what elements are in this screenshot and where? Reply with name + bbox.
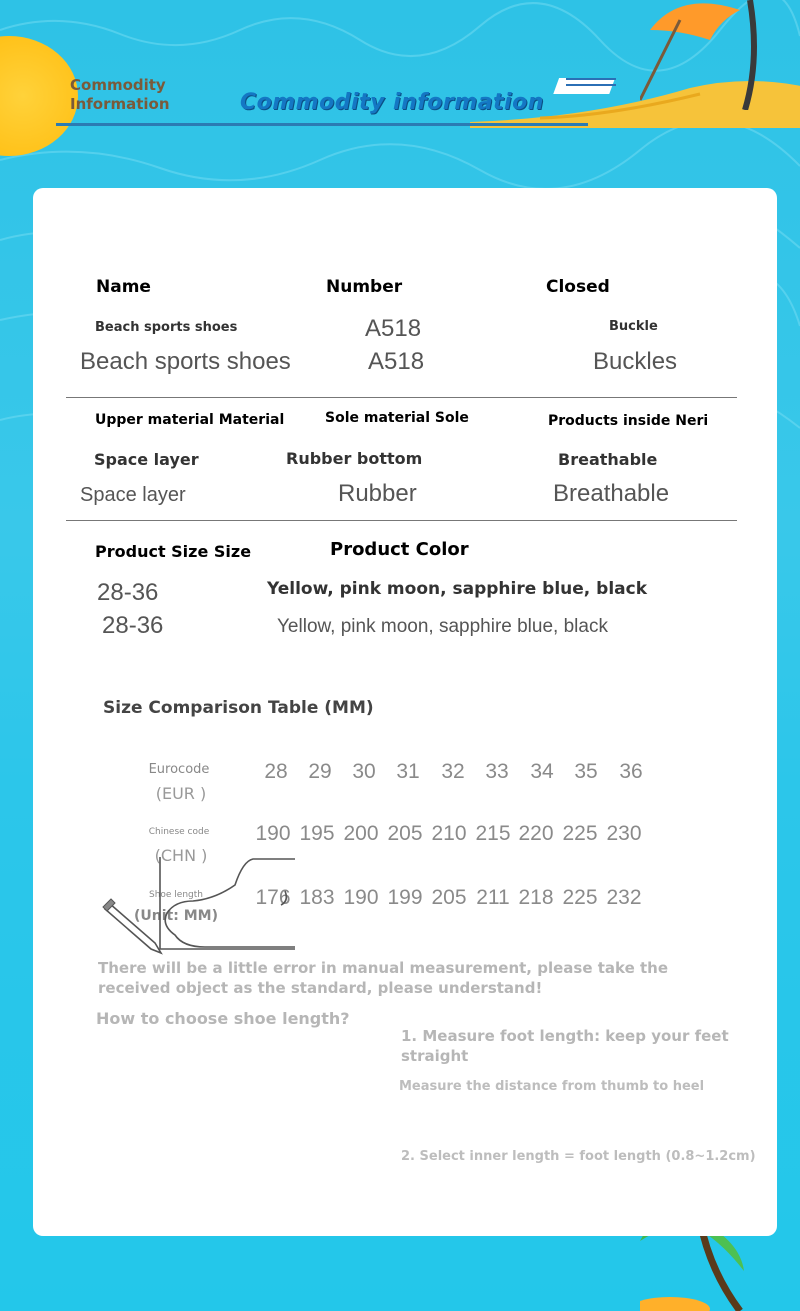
size-cell: 190 bbox=[343, 886, 379, 909]
size-cell: 183 bbox=[299, 886, 335, 909]
how-to-choose-title: How to choose shoe length? bbox=[96, 1009, 350, 1028]
label-upper-material: Upper material Material bbox=[95, 412, 285, 428]
size-table-title: Size Comparison Table (MM) bbox=[103, 698, 374, 718]
size-row-label-length: Shoe length bbox=[148, 890, 203, 900]
label-closed: Closed bbox=[546, 277, 610, 297]
label-name: Name bbox=[96, 277, 151, 297]
value-inside: Breathable bbox=[553, 480, 670, 507]
step1-text: 1. Measure foot length: keep your feet straight bbox=[401, 1027, 729, 1065]
size-cell: 28 bbox=[264, 760, 288, 783]
size-cell: 210 bbox=[431, 822, 467, 845]
value-small-name: Beach sports shoes bbox=[95, 320, 238, 335]
size-cell: 32 bbox=[441, 760, 465, 783]
sun-decoration bbox=[0, 36, 78, 156]
value-small-sole: Rubber bottom bbox=[286, 449, 423, 468]
value-small-upper: Space layer bbox=[94, 450, 199, 469]
size-cell: 35 bbox=[574, 760, 598, 783]
size-row-unit-length: (Unit: MM) bbox=[134, 908, 218, 924]
value-small-inside: Breathable bbox=[558, 450, 658, 469]
foot-measure-illustration bbox=[75, 855, 295, 970]
value-small-number: A518 bbox=[365, 315, 422, 342]
size-cell: 218 bbox=[518, 886, 554, 909]
value-upper: Space layer bbox=[80, 484, 186, 506]
size-cell: 205 bbox=[387, 822, 423, 845]
size-cell: 200 bbox=[343, 822, 379, 845]
size-cell: 195 bbox=[299, 822, 335, 845]
value-name: Beach sports shoes bbox=[80, 348, 291, 375]
size-row-unit-eur: (EUR ) bbox=[155, 784, 207, 803]
size-cell: 199 bbox=[387, 886, 423, 909]
info-card bbox=[33, 188, 777, 1236]
divider-1 bbox=[66, 397, 737, 398]
size-row-unit-chn: (CHN ) bbox=[154, 846, 208, 865]
measurement-error-note: There will be a little error in manual measurement, please take the received object as the standard, please understand! bbox=[98, 959, 669, 997]
size-cell: 230 bbox=[606, 822, 642, 845]
label-sole-material: Sole material Sole bbox=[325, 410, 469, 426]
beach-umbrella-decoration bbox=[640, 0, 760, 110]
size-cell: 34 bbox=[530, 760, 554, 783]
size-cell: 31 bbox=[396, 760, 420, 783]
size-cell: 215 bbox=[475, 822, 511, 845]
step2-text: 2. Select inner length = foot length (0.8~1.2cm) bbox=[401, 1149, 756, 1164]
size-row-label-chn: Chinese code bbox=[148, 827, 210, 837]
value-closed: Buckles bbox=[593, 348, 678, 375]
size-cell: 211 bbox=[476, 886, 510, 909]
value-small-size: 28-36 bbox=[97, 579, 159, 606]
label-product-size: Product Size Size bbox=[95, 542, 252, 561]
size-cell: 205 bbox=[431, 886, 467, 909]
size-cell: 30 bbox=[352, 760, 376, 783]
size-row-label-eur: Eurocode bbox=[148, 762, 210, 777]
size-cell: 29 bbox=[308, 760, 332, 783]
header-big-title: Commodity information bbox=[240, 90, 544, 115]
step1-detail: Measure the distance from thumb to heel bbox=[399, 1079, 705, 1094]
size-cell: 36 bbox=[619, 760, 643, 783]
divider-2 bbox=[66, 520, 737, 521]
value-small-color: Yellow, pink moon, sapphire blue, black bbox=[267, 579, 648, 599]
size-cell: 33 bbox=[485, 760, 509, 783]
header-small-title bbox=[70, 76, 170, 114]
label-product-color: Product Color bbox=[330, 539, 469, 560]
value-small-closed: Buckle bbox=[609, 319, 658, 334]
header-underline bbox=[56, 123, 588, 126]
size-cell: 220 bbox=[518, 822, 554, 845]
label-products-inside: Products inside Neri bbox=[548, 413, 709, 429]
value-number: A518 bbox=[368, 348, 425, 375]
value-color: Yellow, pink moon, sapphire blue, black bbox=[277, 616, 608, 637]
header-small-title-line1: Commodity bbox=[70, 76, 166, 94]
label-number: Number bbox=[326, 277, 403, 297]
size-cell: 176 bbox=[255, 886, 291, 909]
size-cell: 232 bbox=[606, 886, 642, 909]
size-cell: 225 bbox=[562, 886, 598, 909]
value-sole: Rubber bbox=[338, 480, 417, 507]
pencil-icon bbox=[103, 899, 161, 953]
size-cell: 190 bbox=[255, 822, 291, 845]
value-size: 28-36 bbox=[102, 612, 164, 639]
size-cell: 225 bbox=[562, 822, 598, 845]
header-small-title-line2: Information bbox=[70, 95, 170, 113]
